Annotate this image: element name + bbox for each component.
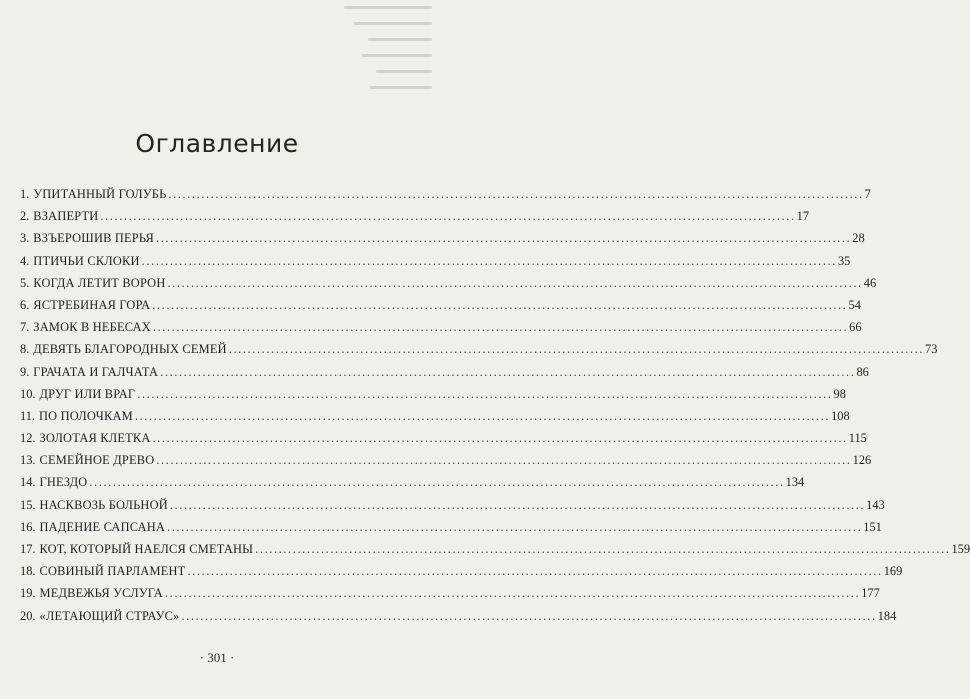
toc-entry [20,538,970,560]
toc-number: 16. [20,519,36,534]
toc-leader-dots: .................................................................................................................................................... [156,231,852,246]
toc-chapter-title: ЯСТРЕБИНАЯ ГОРА [33,297,151,312]
toc-chapter-title: ПТИЧЬИ СКЛОКИ [33,253,140,268]
toc-leader-dots: .................................................................................................................................................... [152,431,848,446]
toc-number: 2. [20,209,30,224]
toc-number: 19. [20,586,36,601]
toc-page-number: 184 [877,608,897,623]
toc-chapter-title: ВЗАПЕРТИ [33,209,99,224]
toc-leader-dots: .................................................................................................................................................... [89,475,785,490]
toc-entry [20,227,865,249]
toc-entry [20,582,880,604]
toc-page-number: 86 [856,364,869,379]
toc-chapter-title: НАСКВОЗЬ БОЛЬНОЙ [39,497,168,512]
toc-number: 15. [20,497,36,512]
toc-leader-dots: .................................................................................................................................................... [167,519,863,534]
toc-page-number: 54 [848,297,861,312]
toc-entry [20,294,861,316]
toc-entry [20,560,903,582]
toc-leader-dots: .................................................................................................................................................... [181,608,877,623]
toc-entry [20,250,851,272]
toc-entry [20,338,938,360]
toc-page-number: 46 [863,275,877,290]
table-of-contents [20,183,970,627]
toc-number: 11. [20,408,36,423]
toc-number: 9. [20,364,30,379]
toc-page-number: 7 [864,187,871,201]
toc-entry [20,383,846,405]
toc-leader-dots: .................................................................................................................................................... [167,275,863,290]
toc-entry [20,316,862,338]
toc-page-number: 126 [852,453,872,468]
toc-chapter-title: ДРУГ ИЛИ ВРАГ [39,386,136,401]
toc-leader-dots: .................................................................................................................................................... [255,542,951,556]
toc-entry [20,205,810,227]
toc-entry [20,183,871,205]
toc-chapter-title: МЕДВЕЖЬЯ УСЛУГА [39,586,163,601]
toc-chapter-title: «ЛЕТАЮЩИЙ СТРАУС» [39,608,180,623]
toc-number: 5. [20,275,30,290]
toc-page-number: 177 [861,586,880,601]
toc-chapter-title: ПО ПОЛОЧКАМ [39,408,133,423]
toc-entry [20,361,869,383]
toc-chapter-title: ДЕВЯТЬ БЛАГОРОДНЫХ СЕМЕЙ [33,342,227,357]
page-number-footer: · 301 · [199,650,235,665]
toc-entry [20,272,877,294]
toc-leader-dots: .................................................................................................................................................... [141,253,837,268]
toc-chapter-title: ВЗЪЕРОШИВ ПЕРЬЯ [33,231,155,246]
toc-leader-dots: .................................................................................................................................................... [168,187,864,201]
toc-number: 14. [20,475,36,490]
show-through-text [324,0,434,110]
toc-chapter-title: СОВИНЫЙ ПАРЛАМЕНТ [39,564,186,579]
toc-page-number: 73 [925,342,938,357]
toc-chapter-title: ЗОЛОТАЯ КЛЕТКА [39,431,151,446]
toc-chapter-title: ПАДЕНИЕ САПСАНА [39,519,166,534]
toc-page-number: 115 [848,431,867,446]
toc-page-number: 169 [883,564,903,579]
toc-chapter-title: СЕМЕЙНОЕ ДРЕВО [39,453,155,468]
toc-leader-dots: .................................................................................................................................................... [169,497,866,512]
toc-leader-dots: .................................................................................................................................................... [164,586,861,601]
toc-page-number: 66 [849,320,862,335]
toc-leader-dots: .................................................................................................................................................... [100,209,796,224]
toc-page-number: 28 [852,231,865,246]
toc-page-number: 35 [837,253,851,268]
toc-entry [20,471,805,493]
toc-number: 7. [20,320,30,335]
toc-page-number: 134 [785,475,805,490]
toc-entry [20,494,885,516]
toc-page-number: 108 [831,408,850,423]
toc-number: 4. [20,253,30,268]
toc-entry [20,427,867,449]
page-title: Оглавление [135,128,299,158]
toc-number: 17. [20,542,36,556]
toc-chapter-title: УПИТАННЫЙ ГОЛУБЬ [33,187,167,201]
toc-number: 6. [20,297,30,312]
toc-leader-dots: .................................................................................................................................................... [152,297,848,312]
toc-number: 12. [20,431,36,446]
toc-entry [20,516,882,538]
toc-number: 1. [20,187,30,201]
toc-leader-dots: .................................................................................................................................................... [134,408,831,423]
toc-entry [20,605,897,627]
toc-chapter-title: ЗАМОК В НЕБЕСАХ [33,320,151,335]
toc-chapter-title: КОТ, КОТОРЫЙ НАЕЛСЯ СМЕТАНЫ [39,542,254,556]
toc-number: 3. [20,231,30,246]
toc-entry [20,449,872,471]
toc-number: 13. [20,453,36,468]
toc-leader-dots: .................................................................................................................................................... [156,453,852,468]
toc-leader-dots: .................................................................................................................................................... [137,386,833,401]
toc-leader-dots: .................................................................................................................................................... [152,320,849,335]
toc-number: 18. [20,564,36,579]
toc-number: 10. [20,386,36,401]
toc-leader-dots: .................................................................................................................................................... [187,564,883,579]
toc-leader-dots: .................................................................................................................................................... [160,364,856,379]
toc-number: 20. [20,608,36,623]
toc-page-number: 17 [796,209,810,224]
toc-chapter-title: ГРАЧАТА И ГАЛЧАТА [33,364,159,379]
toc-entry [20,405,850,427]
toc-page-number: 98 [833,386,846,401]
toc-page-number: 143 [866,497,885,512]
toc-leader-dots: .................................................................................................................................................... [228,342,925,357]
toc-chapter-title: КОГДА ЛЕТИТ ВОРОН [33,275,166,290]
toc-number: 8. [20,342,30,357]
toc-page-number: 159 [951,542,970,556]
toc-chapter-title: ГНЕЗДО [39,475,88,490]
toc-page-number: 151 [863,519,882,534]
